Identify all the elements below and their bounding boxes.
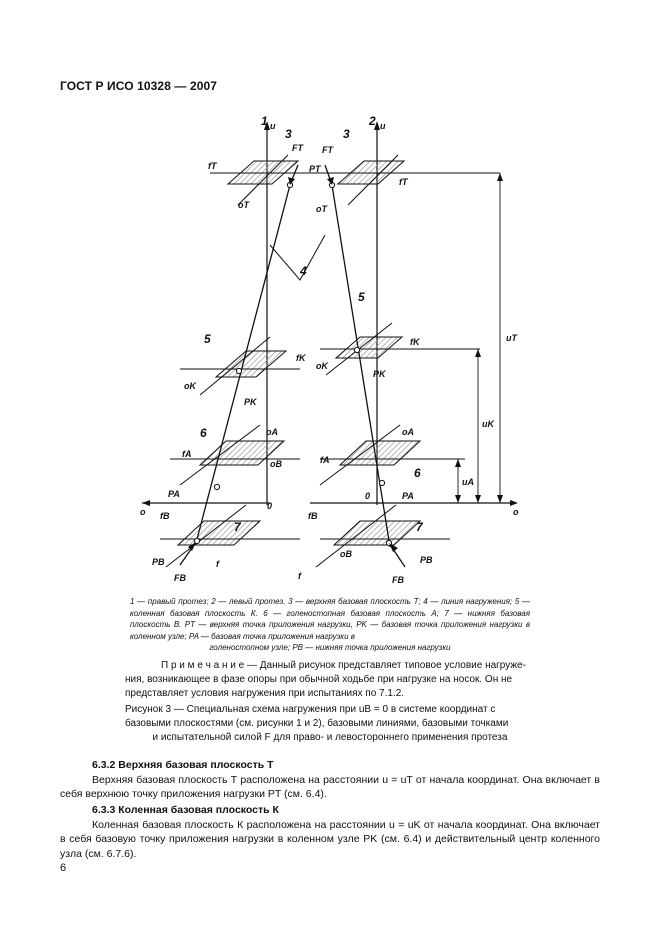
plane-T-right bbox=[210, 155, 320, 205]
label-PT: PT bbox=[309, 164, 321, 174]
load-line-left bbox=[332, 185, 390, 547]
page-number: 6 bbox=[60, 862, 67, 874]
label-fTa: fT bbox=[208, 161, 217, 171]
plane-T-left bbox=[320, 155, 500, 205]
label-3a: 3 bbox=[285, 127, 292, 141]
label-FBa: FB bbox=[174, 573, 186, 583]
note-line-1: П р и м е ч а н и е — Данный рисунок представляет типовое условие нагруже- bbox=[161, 660, 526, 671]
label-oBb: oB bbox=[340, 549, 352, 559]
legend-line-2: голеностопном узле; PB — нижняя точка приложения нагрузки bbox=[209, 643, 451, 652]
figure-legend bbox=[130, 596, 530, 654]
section-6-3-3 bbox=[60, 803, 600, 861]
label-zero-left: 0 bbox=[267, 501, 273, 511]
label-u-2: u bbox=[380, 121, 386, 131]
label-FTa: FT bbox=[292, 143, 303, 153]
label-axis-f-right: f bbox=[298, 571, 301, 581]
label-zero-right: 0 bbox=[365, 491, 371, 501]
label-axis-2: 2 bbox=[369, 114, 376, 128]
figure-caption bbox=[125, 703, 535, 745]
label-axis-o-right: o bbox=[513, 507, 519, 517]
label-PKa: PK bbox=[244, 397, 257, 407]
point-PK-right bbox=[236, 368, 241, 373]
plane-A-left bbox=[320, 425, 465, 485]
section-6-3-2 bbox=[60, 758, 600, 802]
label-axis-o-left: o bbox=[140, 507, 146, 517]
section-paragraph: Верхняя базовая плоскость Т расположена на расстоянии u = uT от начала координат. Она включает в себя верхнюю точку приложения нагрузки PT (см. 6.4). bbox=[60, 773, 601, 800]
label-oBa: oB bbox=[270, 459, 282, 469]
label-oAa: oA bbox=[266, 427, 278, 437]
label-7a: 7 bbox=[234, 520, 241, 534]
document-header: ГОСТ Р ИСО 10328 — 2007 bbox=[60, 79, 218, 93]
label-7b: 7 bbox=[416, 520, 423, 534]
label-fKa: fK bbox=[296, 353, 306, 363]
label-oTb: oT bbox=[316, 204, 327, 214]
point-PA-left bbox=[379, 480, 384, 485]
label-fKb: fK bbox=[410, 337, 420, 347]
label-3b: 3 bbox=[343, 127, 350, 141]
plane-K-right-2 bbox=[320, 323, 480, 375]
label-fTb: fT bbox=[399, 177, 408, 187]
label-oAb: oA bbox=[402, 427, 414, 437]
label-PBb: PB bbox=[420, 555, 433, 565]
label-oKb: oK bbox=[316, 361, 328, 371]
figure-note bbox=[125, 659, 535, 701]
label-PAb: PA bbox=[402, 491, 414, 501]
label-PKb: PK bbox=[373, 369, 386, 379]
label-oKa: oK bbox=[184, 381, 196, 391]
label-fAa: fA bbox=[182, 449, 192, 459]
label-6a: 6 bbox=[200, 426, 207, 440]
plane-K-right bbox=[180, 337, 300, 395]
caption-line-2: базовыми плоскостями (см. рисунки 1 и 2), базовыми линиями, базовыми точками bbox=[125, 718, 509, 729]
label-5b: 5 bbox=[358, 290, 365, 304]
section-paragraph: Коленная базовая плоскость К расположена на расстоянии u = uK от начала координат. Она включает в себя базовую точку приложения нагрузки в коленном узле PK (см. 6.4) и действительный центр коленного узла (см. 6.7.6). bbox=[60, 818, 600, 860]
label-PBa: PB bbox=[152, 557, 165, 567]
label-oTa: oT bbox=[238, 200, 249, 210]
point-PA-right bbox=[214, 484, 219, 489]
label-uK: uK bbox=[482, 419, 494, 429]
section-heading: 6.3.3 Коленная базовая плоскость К bbox=[92, 804, 279, 816]
label-uT: uT bbox=[506, 333, 517, 343]
load-line-right bbox=[196, 185, 290, 543]
label-4: 4 bbox=[300, 264, 307, 278]
legend-line-1: 1 — правый протез; 2 — левый протез. 3 — верхняя базовая плоскость Т; 4 — линия нагружения; 5 — коленная базовая плоскость К. 6 — голеностопная базовая плоскость А; 7 — нижняя базовая плоскость В. PT — верхняя точка приложения нагрузки, PK — базовая точка приложения нагрузки в коленном узле; PA — базовая точка приложения нагрузки в bbox=[130, 597, 530, 641]
point-PK-left bbox=[354, 347, 359, 352]
caption-line-3: и испытательной силой F для право- и левостороннего применения протеза bbox=[152, 732, 508, 743]
label-fBb: fB bbox=[308, 511, 318, 521]
caption-line-1: Рисунок 3 — Специальная схема нагружения при uB = 0 в системе координат с bbox=[125, 704, 496, 715]
label-5a: 5 bbox=[204, 332, 211, 346]
label-fAb: fA bbox=[320, 455, 330, 465]
label-axis-f-left: f bbox=[216, 559, 219, 569]
label-u-1: u bbox=[270, 121, 276, 131]
label-axis-1: 1 bbox=[261, 114, 268, 128]
label-PAa: PA bbox=[168, 489, 180, 499]
label-6b: 6 bbox=[414, 466, 421, 480]
label-FTb: FT bbox=[322, 145, 333, 155]
plane-B-right bbox=[160, 505, 300, 567]
note-line-2: ния, возникающее в фазе опоры при обычной ходьбе при нагрузке на носок. Он не bbox=[125, 674, 513, 685]
loading-scheme-diagram bbox=[120, 105, 540, 595]
figure-loading-diagram bbox=[120, 105, 540, 595]
note-line-3: представляет условия нагружения при испытаниях по 7.1.2. bbox=[125, 688, 405, 699]
label-uA: uA bbox=[462, 477, 474, 487]
section-heading: 6.3.2 Верхняя базовая плоскость Т bbox=[92, 759, 274, 771]
label-fBa: fB bbox=[160, 511, 170, 521]
label-FBb: FB bbox=[392, 575, 404, 585]
